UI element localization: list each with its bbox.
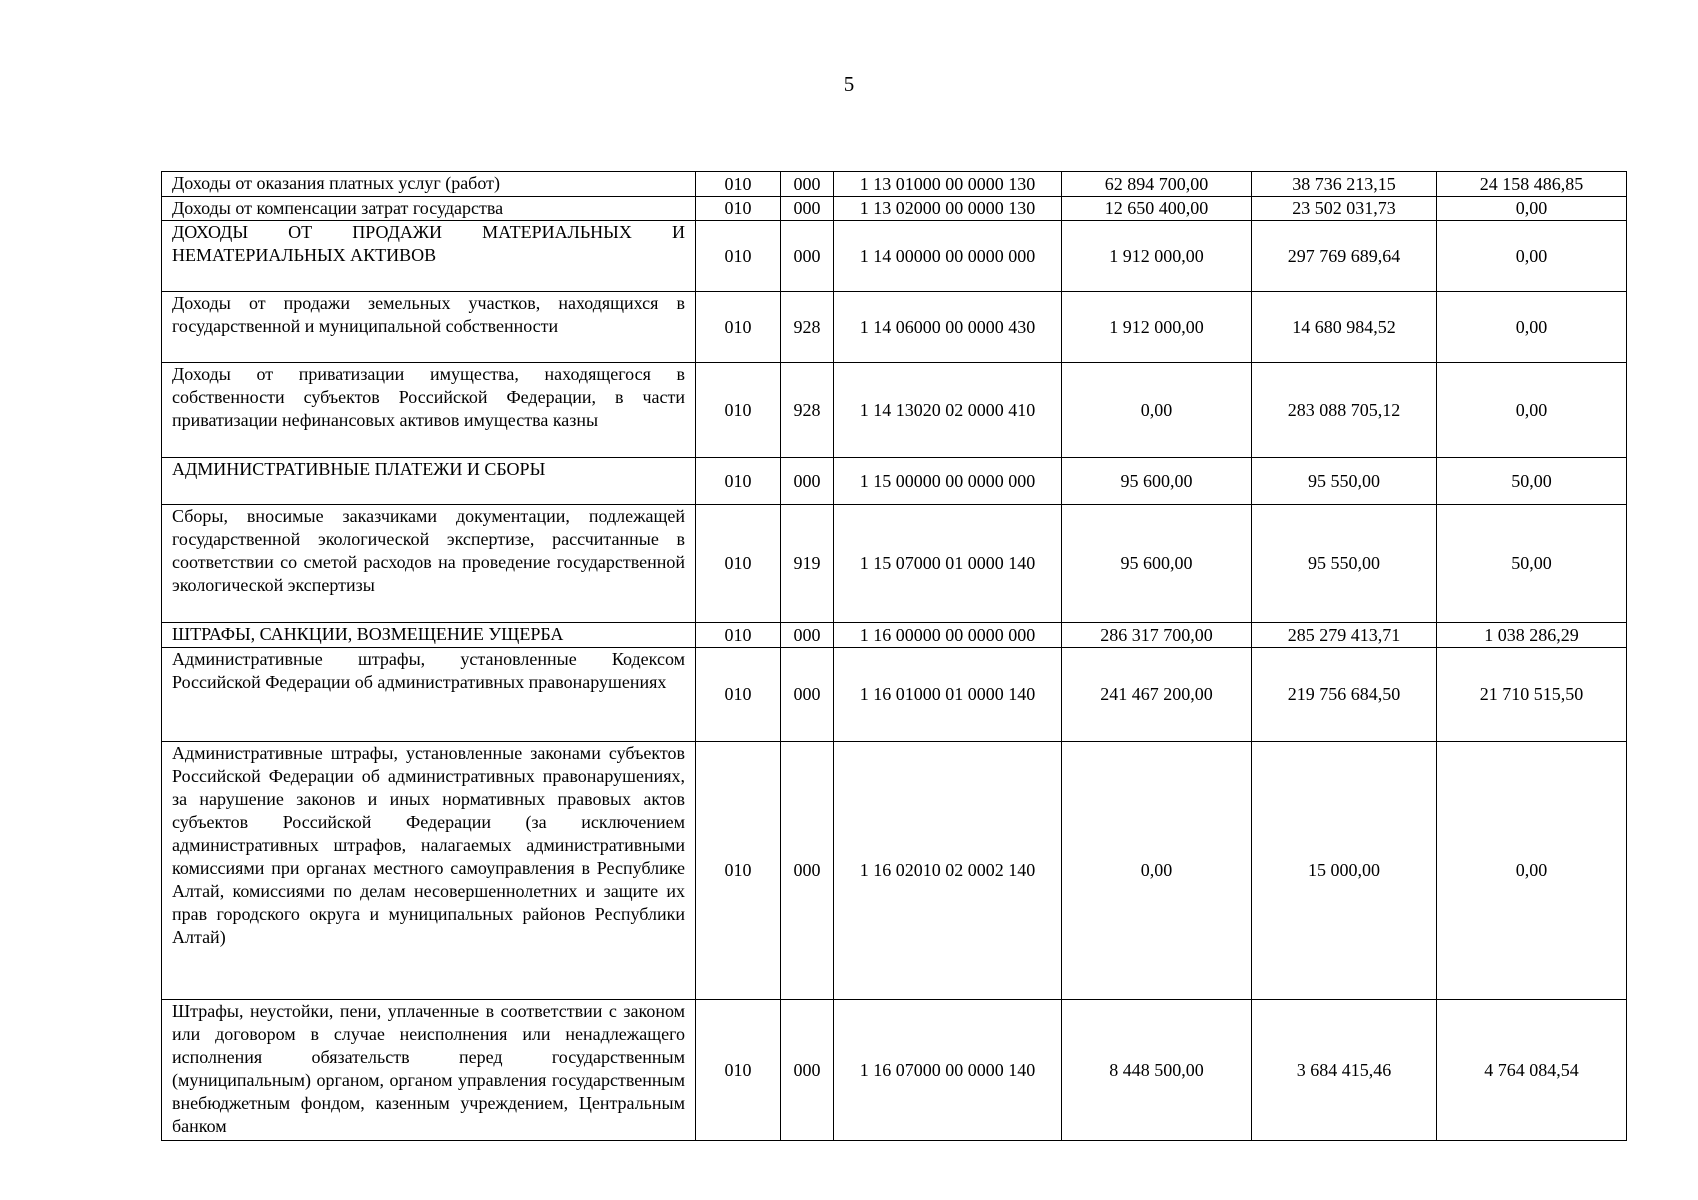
remaining-value: 0,00 bbox=[1437, 363, 1627, 458]
budget-code: 1 15 07000 01 0000 140 bbox=[834, 505, 1062, 623]
budget-code: 1 14 13020 02 0000 410 bbox=[834, 363, 1062, 458]
admin-code: 010 bbox=[696, 292, 781, 363]
agency-code: 000 bbox=[781, 197, 834, 221]
row-name: Доходы от компенсации затрат государства bbox=[162, 197, 696, 221]
admin-code: 010 bbox=[696, 742, 781, 1000]
revenue-table bbox=[161, 171, 1627, 1141]
actual-value: 297 769 689,64 bbox=[1252, 221, 1437, 292]
table-row bbox=[162, 292, 1627, 363]
admin-code: 010 bbox=[696, 505, 781, 623]
table-row bbox=[162, 221, 1627, 292]
planned-value: 95 600,00 bbox=[1062, 458, 1252, 505]
admin-code: 010 bbox=[696, 458, 781, 505]
actual-value: 219 756 684,50 bbox=[1252, 648, 1437, 742]
remaining-value: 0,00 bbox=[1437, 742, 1627, 1000]
row-name: Доходы от продажи земельных участков, находящихся в государственной и муниципальной собственности bbox=[162, 292, 696, 363]
agency-code: 919 bbox=[781, 505, 834, 623]
budget-code: 1 13 02000 00 0000 130 bbox=[834, 197, 1062, 221]
budget-code: 1 13 01000 00 0000 130 bbox=[834, 172, 1062, 197]
budget-code: 1 16 01000 01 0000 140 bbox=[834, 648, 1062, 742]
remaining-value: 24 158 486,85 bbox=[1437, 172, 1627, 197]
actual-value: 14 680 984,52 bbox=[1252, 292, 1437, 363]
table-row bbox=[162, 648, 1627, 742]
agency-code: 000 bbox=[781, 648, 834, 742]
row-name: Административные штрафы, установленные законами субъектов Российской Федерации об административных правонарушениях, за нарушение законов и иных нормативных правовых актов субъектов Российской Федерации (за исключением административных штрафов, налагаемых административными комиссиями при органах местного самоуправления в Республике Алтай, комиссиями по делам несовершеннолетних и защите их прав городского округа и муниципальных районов Республики Алтай) bbox=[162, 742, 696, 1000]
planned-value: 1 912 000,00 bbox=[1062, 221, 1252, 292]
agency-code: 000 bbox=[781, 458, 834, 505]
actual-value: 15 000,00 bbox=[1252, 742, 1437, 1000]
actual-value: 95 550,00 bbox=[1252, 505, 1437, 623]
table-row bbox=[162, 363, 1627, 458]
remaining-value: 0,00 bbox=[1437, 292, 1627, 363]
agency-code: 000 bbox=[781, 221, 834, 292]
budget-code: 1 14 06000 00 0000 430 bbox=[834, 292, 1062, 363]
agency-code: 928 bbox=[781, 363, 834, 458]
row-name: Штрафы, неустойки, пени, уплаченные в соответствии с законом или договором в случае неисполнения или ненадлежащего исполнения обязательств перед государственным (муниципальным) органом, органом управления государственным внебюджетным фондом, казенным учреждением, Центральным банком bbox=[162, 1000, 696, 1141]
agency-code: 000 bbox=[781, 623, 834, 648]
actual-value: 283 088 705,12 bbox=[1252, 363, 1437, 458]
remaining-value: 50,00 bbox=[1437, 505, 1627, 623]
planned-value: 95 600,00 bbox=[1062, 505, 1252, 623]
remaining-value: 1 038 286,29 bbox=[1437, 623, 1627, 648]
table-row bbox=[162, 458, 1627, 505]
actual-value: 285 279 413,71 bbox=[1252, 623, 1437, 648]
budget-code: 1 16 07000 00 0000 140 bbox=[834, 1000, 1062, 1141]
page-number: 5 bbox=[843, 72, 855, 96]
remaining-value: 50,00 bbox=[1437, 458, 1627, 505]
table-row bbox=[162, 742, 1627, 1000]
row-name: АДМИНИСТРАТИВНЫЕ ПЛАТЕЖИ И СБОРЫ bbox=[162, 458, 696, 505]
remaining-value: 0,00 bbox=[1437, 221, 1627, 292]
budget-code: 1 16 00000 00 0000 000 bbox=[834, 623, 1062, 648]
row-name: Сборы, вносимые заказчиками документации, подлежащей государственной экологической экспертизе, рассчитанные в соответствии со сметой расходов на проведение государственной экологической экспертизы bbox=[162, 505, 696, 623]
planned-value: 241 467 200,00 bbox=[1062, 648, 1252, 742]
table-row bbox=[162, 197, 1627, 221]
agency-code: 000 bbox=[781, 172, 834, 197]
actual-value: 23 502 031,73 bbox=[1252, 197, 1437, 221]
admin-code: 010 bbox=[696, 221, 781, 292]
row-name: ШТРАФЫ, САНКЦИИ, ВОЗМЕЩЕНИЕ УЩЕРБА bbox=[162, 623, 696, 648]
budget-code: 1 16 02010 02 0002 140 bbox=[834, 742, 1062, 1000]
planned-value: 8 448 500,00 bbox=[1062, 1000, 1252, 1141]
actual-value: 3 684 415,46 bbox=[1252, 1000, 1437, 1141]
table-row bbox=[162, 623, 1627, 648]
budget-code: 1 14 00000 00 0000 000 bbox=[834, 221, 1062, 292]
admin-code: 010 bbox=[696, 623, 781, 648]
row-name: Доходы от оказания платных услуг (работ) bbox=[162, 172, 696, 197]
admin-code: 010 bbox=[696, 172, 781, 197]
admin-code: 010 bbox=[696, 1000, 781, 1141]
planned-value: 286 317 700,00 bbox=[1062, 623, 1252, 648]
table-row bbox=[162, 1000, 1627, 1141]
planned-value: 12 650 400,00 bbox=[1062, 197, 1252, 221]
agency-code: 928 bbox=[781, 292, 834, 363]
agency-code: 000 bbox=[781, 742, 834, 1000]
agency-code: 000 bbox=[781, 1000, 834, 1141]
planned-value: 1 912 000,00 bbox=[1062, 292, 1252, 363]
actual-value: 95 550,00 bbox=[1252, 458, 1437, 505]
remaining-value: 0,00 bbox=[1437, 197, 1627, 221]
admin-code: 010 bbox=[696, 648, 781, 742]
actual-value: 38 736 213,15 bbox=[1252, 172, 1437, 197]
admin-code: 010 bbox=[696, 363, 781, 458]
planned-value: 0,00 bbox=[1062, 363, 1252, 458]
remaining-value: 4 764 084,54 bbox=[1437, 1000, 1627, 1141]
budget-code: 1 15 00000 00 0000 000 bbox=[834, 458, 1062, 505]
planned-value: 0,00 bbox=[1062, 742, 1252, 1000]
remaining-value: 21 710 515,50 bbox=[1437, 648, 1627, 742]
row-name: Доходы от приватизации имущества, находящегося в собственности субъектов Российской Федерации, в части приватизации нефинансовых активов имущества казны bbox=[162, 363, 696, 458]
table-row bbox=[162, 505, 1627, 623]
row-name: ДОХОДЫ ОТ ПРОДАЖИ МАТЕРИАЛЬНЫХ И НЕМАТЕРИАЛЬНЫХ АКТИВОВ bbox=[162, 221, 696, 292]
row-name: Административные штрафы, установленные Кодексом Российской Федерации об административных правонарушениях bbox=[162, 648, 696, 742]
admin-code: 010 bbox=[696, 197, 781, 221]
table-row bbox=[162, 172, 1627, 197]
planned-value: 62 894 700,00 bbox=[1062, 172, 1252, 197]
